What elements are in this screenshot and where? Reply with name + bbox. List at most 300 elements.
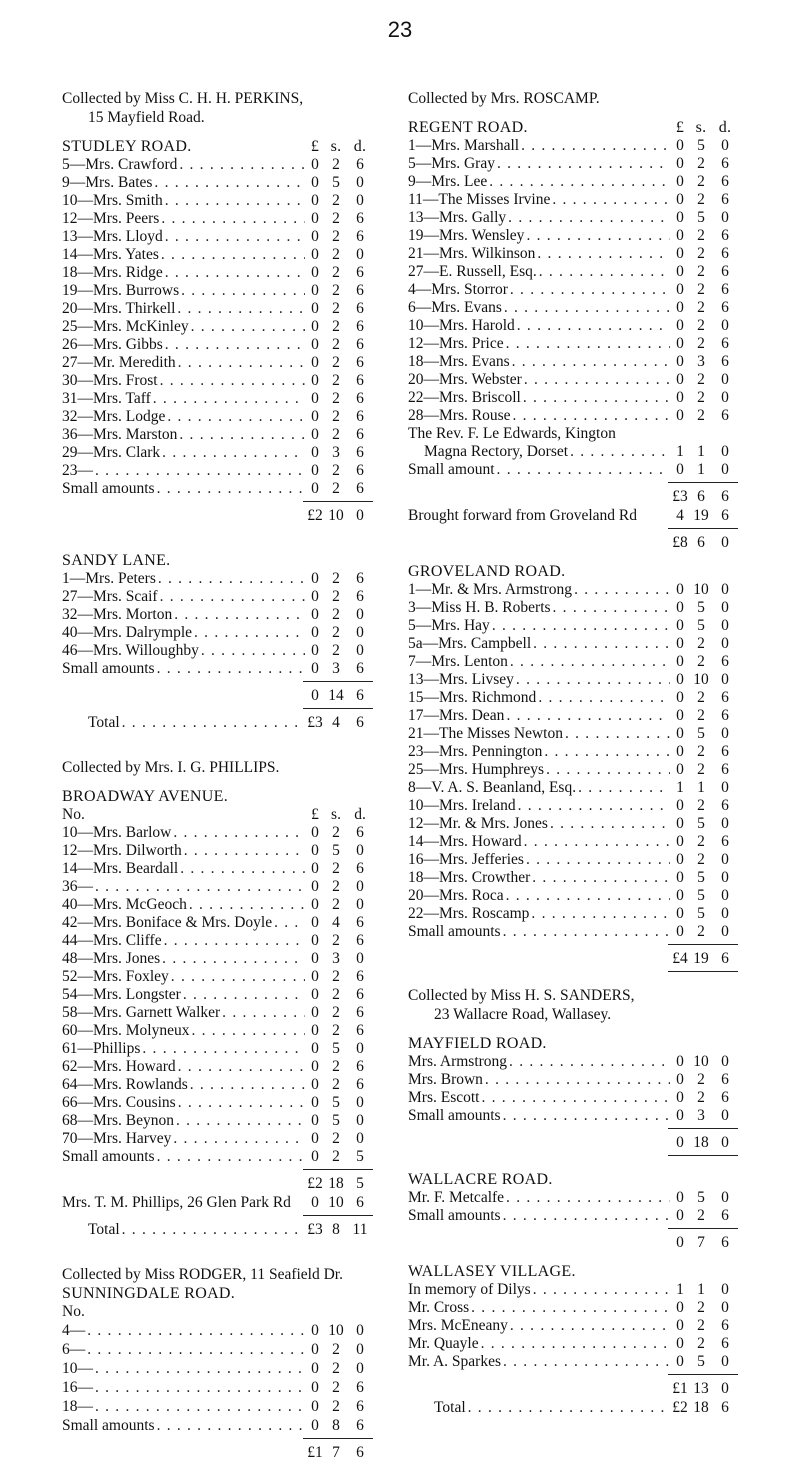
spacer [408, 108, 738, 118]
dot-leader [563, 725, 670, 743]
shillings-cell: 2 [332, 1076, 340, 1093]
spacer [62, 1239, 373, 1265]
pounds-cell: 0 [311, 1004, 319, 1021]
entry-label: 42—Mrs. Boniface & Mrs. Doyle [62, 914, 273, 931]
entry-label: 60—Mrs. Molyneux [62, 1022, 190, 1039]
subtotal-row [62, 1443, 373, 1462]
shillings-cell: 5 [697, 137, 705, 154]
entry-label: 32—Mrs. Lodge [62, 408, 166, 425]
entry-row [408, 923, 738, 941]
pounds-cell: 0 [676, 851, 684, 868]
entry-label: 23—Mrs. Pennington [408, 743, 543, 760]
shillings-cell: 2 [332, 968, 340, 985]
right-column [408, 89, 738, 1417]
entry-label: 1—Mr. & Mrs. Armstrong [408, 581, 573, 598]
shillings-cell: 5 [697, 209, 705, 226]
shillings-cell: 2 [332, 246, 340, 263]
entry-label: 5—Mrs. Hay [408, 617, 490, 634]
entry-row [408, 671, 738, 689]
dot-leader [495, 155, 670, 173]
entry-row [62, 1416, 373, 1435]
entry-label: 18—Mrs. Ridge [62, 264, 163, 281]
pence-cell: 0 [356, 1040, 364, 1057]
dot-leader [182, 842, 305, 860]
sum-rule [408, 941, 738, 949]
dot-leader [515, 317, 670, 335]
sum-rule [62, 1212, 373, 1220]
entry-row [62, 986, 373, 1004]
pounds-cell: 0 [311, 896, 319, 913]
entry-label: 40—Mrs. Dalrymple [62, 624, 193, 641]
pence-cell: 0 [721, 1353, 729, 1370]
pence-cell: 0 [721, 869, 729, 886]
pounds-cell: 1 [676, 779, 684, 796]
pence-cell: 0 [721, 617, 729, 634]
shillings-cell: 10 [693, 671, 709, 688]
pounds-cell: 0 [311, 372, 319, 389]
pounds-cell: 0 [676, 905, 684, 922]
dot-leader [495, 461, 670, 479]
entry-label: 25—Mrs. McKinley [62, 318, 189, 335]
pence-cell: 6 [356, 914, 364, 931]
pence-cell: 6 [721, 1399, 729, 1416]
shillings-cell: 2 [697, 263, 705, 280]
pounds-cell: 0 [676, 407, 684, 424]
entry-row [408, 581, 738, 599]
pounds-cell: 0 [311, 1130, 319, 1147]
dot-leader [85, 1340, 305, 1359]
shillings-cell: s. [695, 119, 707, 136]
pence-cell: 6 [721, 353, 729, 370]
entry-label: 29—Mrs. Clark [62, 444, 161, 461]
total-row [408, 1398, 738, 1417]
road-heading-row [62, 137, 373, 156]
entry-label: Mr. Cross [408, 1299, 470, 1316]
pence-cell: 0 [356, 1360, 364, 1377]
pounds-cell: 0 [676, 1107, 684, 1124]
shillings-cell: 2 [332, 264, 340, 281]
entry-label: 70—Mrs. Harvey [62, 1130, 172, 1147]
entry-row [408, 281, 738, 299]
pence-cell: 0 [721, 581, 729, 598]
road-heading: STUDLEY ROAD. [62, 138, 192, 155]
dot-leader [151, 390, 305, 408]
dot-leader [531, 635, 670, 653]
dot-leader [522, 833, 670, 851]
pounds-cell: 0 [676, 833, 684, 850]
entry-label: 22—Mrs. Roscamp [408, 905, 530, 922]
left-column [62, 89, 373, 1462]
entry-label: 52—Mrs. Foxley [62, 968, 169, 985]
spacer [408, 552, 738, 562]
shillings-cell: 4 [332, 914, 340, 931]
pounds-cell: 4 [676, 507, 684, 524]
shillings-cell: 2 [332, 624, 340, 641]
dot-leader [510, 407, 670, 425]
shillings-cell: 2 [697, 1317, 705, 1334]
dot-leader [169, 968, 305, 986]
entry-label: 26—Mrs. Gibbs [62, 336, 163, 353]
pounds-cell: 0 [311, 824, 319, 841]
dot-leader [506, 209, 670, 227]
pounds-cell: 0 [676, 191, 684, 208]
shillings-cell: 2 [332, 480, 340, 497]
shillings-cell: 2 [332, 1058, 340, 1075]
sum-rule [408, 968, 738, 976]
dot-leader [163, 192, 305, 210]
entry-label: 8—V. A. S. Beanland, Esq. [408, 779, 577, 796]
shillings-cell: 5 [332, 174, 340, 191]
shillings-cell: 2 [697, 299, 705, 316]
entry-label: 3—Miss H. B. Roberts [408, 599, 551, 616]
pounds-cell: 0 [311, 1379, 319, 1396]
dot-leader [155, 1416, 305, 1435]
entry-label: 19—Mrs. Wensley [408, 227, 525, 244]
entry-label: 10—Mrs. Smith [62, 192, 163, 209]
subtotal-row [408, 1379, 738, 1398]
entry-row [408, 707, 738, 725]
shillings-cell: 2 [697, 155, 705, 172]
dot-leader [508, 653, 670, 671]
pounds-cell: 0 [311, 390, 319, 407]
subtotal-row [62, 1174, 373, 1193]
entry-label: 12—Mrs. Price [408, 335, 504, 352]
pounds-cell: 0 [311, 480, 319, 497]
shillings-cell: 4 [332, 714, 340, 731]
pounds-cell: 0 [311, 932, 319, 949]
pounds-cell: 0 [676, 1089, 684, 1106]
pence-cell: 6 [356, 1022, 364, 1039]
entry-row [408, 1071, 738, 1089]
dot-leader [272, 914, 305, 932]
pounds-cell: 0 [311, 624, 319, 641]
shillings-cell: 2 [332, 824, 340, 841]
shillings-cell: 10 [328, 507, 344, 524]
page-number: 23 [387, 17, 413, 42]
pounds-cell: 0 [311, 336, 319, 353]
dot-leader [548, 815, 670, 833]
entry-label: 11—The Misses Irvine [408, 191, 551, 208]
entry-row [408, 1317, 738, 1335]
pence-cell: 0 [721, 1281, 729, 1298]
shillings-cell: 5 [332, 1112, 340, 1129]
rev-line: The Rev. F. Le Edwards, Kington [408, 425, 616, 442]
pence-cell: 0 [356, 174, 364, 191]
pence-cell: 6 [356, 282, 364, 299]
entry-label: 5—Mrs. Crawford [62, 156, 178, 173]
shillings-cell: 5 [697, 1353, 705, 1370]
pence-cell: 6 [721, 227, 729, 244]
road-heading-row [62, 1284, 373, 1303]
pence-cell: 6 [356, 660, 364, 677]
pounds-cell: 0 [311, 354, 319, 371]
entry-row [408, 191, 738, 209]
pounds-cell: 0 [311, 1058, 319, 1075]
road-heading-row [62, 551, 373, 570]
pounds-cell: 0 [676, 461, 684, 478]
pence-cell: 6 [356, 480, 364, 497]
shillings-cell: s. [331, 806, 341, 823]
dot-leader [177, 156, 305, 174]
entry-label: 32—Mrs. Morton [62, 606, 173, 623]
entry-label: 4— [62, 1322, 86, 1339]
entry-row [408, 263, 738, 281]
entry-label: 48—Mrs. Jones [62, 950, 161, 967]
entry-label: 21—Mrs. Wilkinson [408, 245, 536, 262]
shillings-cell: 2 [332, 1004, 340, 1021]
pence-cell: 6 [356, 714, 364, 731]
entry-row [62, 336, 373, 354]
entry-label: 17—Mrs. Dean [408, 707, 505, 724]
entry-label: 7—Mrs. Lenton [408, 653, 508, 670]
dot-leader [174, 1112, 305, 1130]
pence-cell: 0 [721, 1107, 729, 1124]
pence-cell: 6 [721, 299, 729, 316]
pounds-cell: £8 [672, 534, 688, 551]
pounds-cell: 0 [676, 389, 684, 406]
entry-row [408, 1089, 738, 1107]
pounds-cell: 0 [676, 137, 684, 154]
pounds-cell: 0 [311, 1360, 319, 1377]
pounds-cell: £2 [307, 1175, 323, 1192]
road-heading-row [408, 1262, 738, 1281]
shillings-cell: 2 [332, 860, 340, 877]
sum-rule [408, 1225, 738, 1233]
subtotal-row [62, 686, 373, 705]
pence-cell: 6 [356, 986, 364, 1003]
entry-row [408, 617, 738, 635]
shillings-cell: 2 [697, 1299, 705, 1316]
entry-label: 22—Mrs. Briscoll [408, 389, 521, 406]
pence-cell: 6 [721, 950, 729, 967]
entry-label: 13—Mrs. Gally [408, 209, 507, 226]
shillings-cell: 2 [332, 896, 340, 913]
pounds-cell: 0 [311, 842, 319, 859]
pence-cell: 6 [356, 210, 364, 227]
entry-label: 31—Mrs. Taff [62, 390, 151, 407]
entry-label: 12—Mrs. Dilworth [62, 842, 182, 859]
entry-label: 12—Mrs. Peers [62, 210, 160, 227]
collector-intro: Collected by Mrs. I. G. PHILLIPS. [62, 759, 280, 776]
entry-row [408, 227, 738, 245]
shillings-cell: 2 [332, 1360, 340, 1377]
pence-cell: 6 [356, 156, 364, 173]
shillings-cell: 2 [697, 407, 705, 424]
road-heading: REGENT ROAD. [408, 119, 528, 136]
entry-row [408, 371, 738, 389]
shillings-cell: 5 [332, 1040, 340, 1057]
entry-label: 36—Mrs. Marston [62, 426, 178, 443]
collector-address: 23 Wallacre Road, Wallasey. [434, 1006, 612, 1023]
pounds-cell: 0 [311, 570, 319, 587]
pence-cell: 5 [356, 1148, 364, 1165]
shillings-cell: 2 [332, 1341, 340, 1358]
shillings-cell: 10 [693, 581, 709, 598]
entry-row [408, 443, 738, 461]
pounds-cell: 0 [311, 687, 319, 704]
pounds-cell: 0 [311, 1094, 319, 1111]
pounds-cell: 0 [676, 581, 684, 598]
pounds-cell: 0 [311, 950, 319, 967]
entry-row [408, 389, 738, 407]
shillings-cell: 2 [697, 743, 705, 760]
shillings-cell: 2 [332, 354, 340, 371]
pence-cell: 6 [356, 1058, 364, 1075]
pounds-cell: £2 [307, 507, 323, 524]
dot-leader [120, 713, 305, 732]
entry-row [408, 779, 738, 797]
shillings-cell: 2 [697, 245, 705, 262]
pounds-cell: 0 [311, 318, 319, 335]
entry-label: Small amounts [62, 1148, 155, 1165]
dot-leader [501, 1107, 670, 1125]
dot-leader [159, 246, 305, 264]
shillings-cell: 1 [697, 461, 705, 478]
entry-label: 19—Mrs. Burrows [62, 282, 180, 299]
entry-label: 25—Mrs. Humphreys [408, 761, 545, 778]
entry-label: In memory of Dilys [408, 1281, 531, 1298]
pounds-cell: 0 [676, 725, 684, 742]
entry-row [62, 174, 373, 192]
pence-cell: 0 [356, 950, 364, 967]
entry-row [62, 372, 373, 390]
shillings-cell: 3 [332, 660, 340, 677]
pence-cell: 0 [721, 851, 729, 868]
pounds-cell: 0 [676, 599, 684, 616]
pounds-cell: 0 [311, 462, 319, 479]
pence-cell: 6 [356, 968, 364, 985]
spacer [408, 1024, 738, 1034]
pounds-cell: 0 [676, 635, 684, 652]
sum-rule [62, 678, 373, 686]
entry-label: 1—Mrs. Peters [62, 570, 156, 587]
extra-row [62, 1193, 373, 1212]
shillings-cell: 2 [332, 300, 340, 317]
pence-cell: 0 [721, 887, 729, 904]
pence-cell: 0 [356, 507, 364, 524]
shillings-cell: 5 [697, 905, 705, 922]
road-heading: WALLACRE ROAD. [408, 1171, 553, 1188]
entry-row [62, 860, 373, 878]
dot-leader [181, 986, 305, 1004]
collector-intro: Collected by Miss RODGER, 11 Seafield Dr. [62, 1266, 343, 1283]
entry-label: Mrs. T. M. Phillips, 26 Glen Park Rd [62, 1194, 291, 1211]
pence-cell: 0 [721, 635, 729, 652]
entry-row [62, 932, 373, 950]
entry-row [62, 246, 373, 264]
sum-rule [408, 1152, 738, 1160]
dot-leader [576, 779, 670, 797]
shillings-cell: 2 [697, 797, 705, 814]
entry-row [408, 833, 738, 851]
pence-cell: 6 [721, 1071, 729, 1088]
shillings-cell: 2 [332, 282, 340, 299]
entry-row [62, 1112, 373, 1130]
no-label: No. [62, 806, 85, 823]
pounds-cell: 0 [676, 653, 684, 670]
dot-leader [550, 191, 670, 209]
entry-row [62, 318, 373, 336]
dot-leader [93, 1359, 305, 1378]
dot-leader [189, 1022, 305, 1040]
pence-cell: 0 [721, 671, 729, 688]
entry-label: 16—Mrs. Jefferies [408, 851, 524, 868]
shillings-cell: 2 [332, 932, 340, 949]
shillings-cell: 2 [697, 1071, 705, 1088]
dot-leader [120, 1220, 305, 1239]
entry-label: 9—Mrs. Lee [408, 173, 488, 190]
pounds-cell: 0 [311, 968, 319, 985]
pounds-cell: £3 [672, 488, 688, 505]
shillings-cell: 2 [332, 192, 340, 209]
pounds-cell: 0 [311, 264, 319, 281]
pounds-cell: 0 [676, 887, 684, 904]
grand-total-row [408, 533, 738, 552]
pence-cell: 0 [721, 443, 729, 460]
pence-cell: 0 [721, 371, 729, 388]
entry-row [408, 743, 738, 761]
pence-cell: 11 [352, 1221, 368, 1238]
dot-leader [501, 1207, 670, 1225]
dot-leader [187, 896, 305, 914]
dot-leader [501, 923, 670, 941]
entry-label: 18—Mrs. Evans [408, 353, 510, 370]
shillings-cell: 10 [328, 1322, 344, 1339]
entry-row [408, 635, 738, 653]
pence-cell: 6 [356, 372, 364, 389]
dot-leader [163, 336, 305, 354]
pence-cell: 6 [356, 354, 364, 371]
entry-label: 20—Mrs. Roca [408, 887, 504, 904]
pence-cell: 0 [721, 317, 729, 334]
pounds-cell: £ [311, 806, 319, 823]
shillings-cell: 2 [697, 761, 705, 778]
spacer [62, 525, 373, 551]
pounds-cell: 0 [311, 426, 319, 443]
entry-label: 66—Mrs. Cousins [62, 1094, 176, 1111]
dot-leader [152, 174, 305, 192]
dot-leader [524, 227, 670, 245]
rule-line [668, 971, 738, 976]
entry-label: Small amounts [62, 660, 155, 677]
pence-cell: 6 [721, 191, 729, 208]
dot-leader [177, 426, 305, 444]
subtotal-row [408, 949, 738, 968]
shillings-cell: 2 [332, 228, 340, 245]
shillings-cell: 2 [332, 1022, 340, 1039]
shillings-cell: 3 [332, 444, 340, 461]
dot-leader [159, 210, 305, 228]
pounds-cell: 0 [676, 617, 684, 634]
entry-label: Small amounts [62, 1417, 155, 1434]
shillings-cell: 5 [332, 842, 340, 859]
entry-row [62, 408, 373, 426]
pounds-cell: 0 [676, 1189, 684, 1206]
dot-leader [85, 1321, 305, 1340]
entry-label: 18—Mrs. Crowther [408, 869, 531, 886]
dot-leader [508, 281, 670, 299]
no-label: No. [62, 1303, 85, 1320]
pence-cell: 0 [721, 599, 729, 616]
pounds-cell: 0 [311, 228, 319, 245]
pounds-cell: 0 [311, 878, 319, 895]
dot-leader [508, 1317, 670, 1335]
shillings-cell: 2 [697, 227, 705, 244]
total-label: Total [88, 1221, 120, 1238]
entry-label: 23— [62, 462, 93, 479]
entry-label: 54—Mrs. Longster [62, 986, 181, 1003]
shillings-cell: 18 [693, 1399, 709, 1416]
